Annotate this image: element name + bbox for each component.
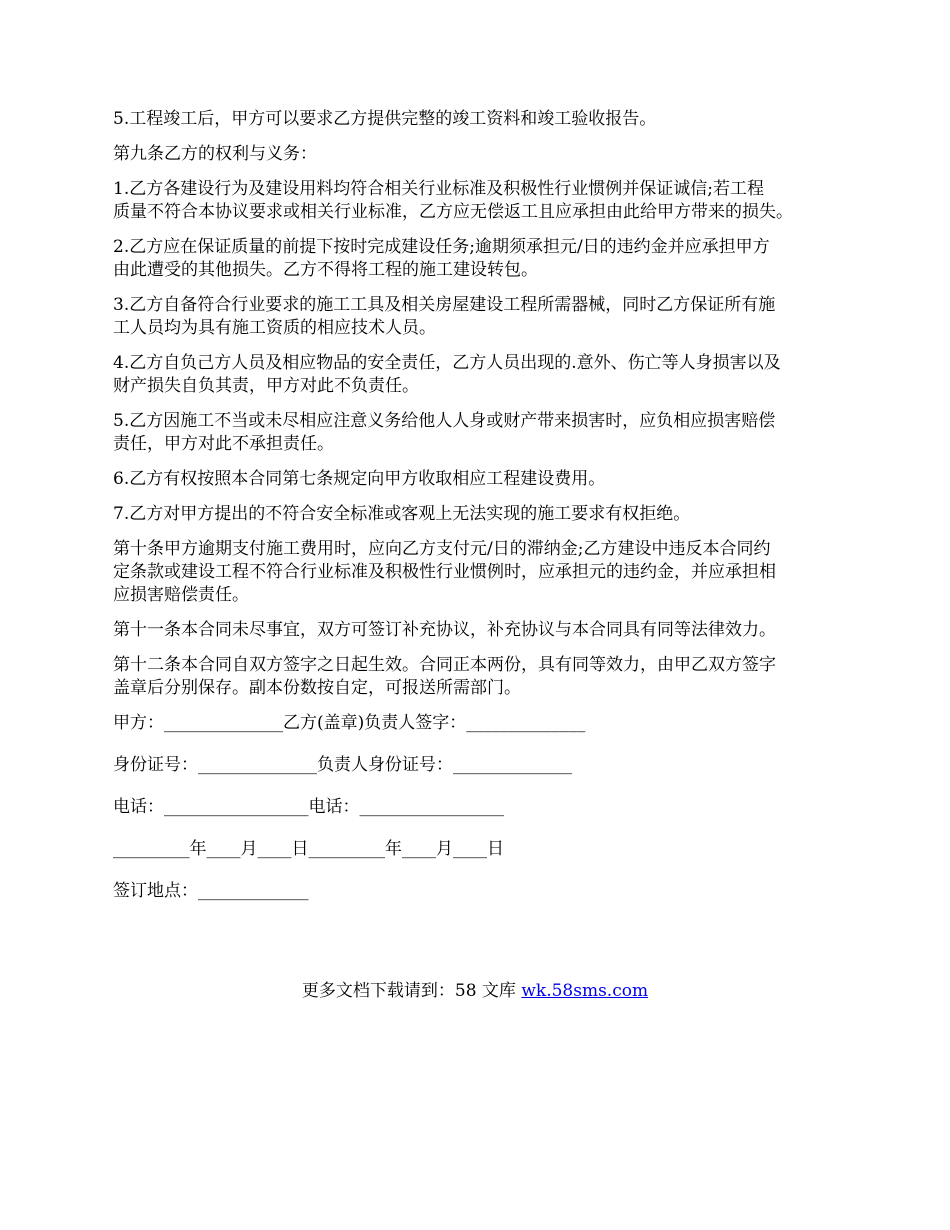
paragraph: 6.乙方有权按照本合同第七条规定向甲方收取相应工程建设费用。 bbox=[113, 469, 606, 489]
paragraph: 7.乙方对甲方提出的不符合安全标准或客观上无法实现的施工要求有权拒绝。 bbox=[113, 504, 691, 524]
paragraph: 5.工程竣工后，甲方可以要求乙方提供完整的竣工资料和竣工验收报告。 bbox=[113, 109, 657, 129]
document-body bbox=[113, 108, 853, 922]
footer-link[interactable]: wk.58sms.com bbox=[521, 981, 649, 1001]
paragraph: 3.乙方自备符合行业要求的施工工具及相关房屋建设工程所需器械，同时乙方保证所有施 工人员均为具有施工资质的相应技术人员。 bbox=[113, 295, 776, 338]
signature-id-line: 身份证号：______________负责人身份证号：______________ bbox=[113, 755, 572, 775]
paragraph: 4.乙方自负己方人员及相应物品的安全责任，乙方人员出现的.意外、伤亡等人身损害以及 财产损失自负其责，甲方对此不负责任。 bbox=[113, 353, 781, 396]
paragraph: 2.乙方应在保证质量的前提下按时完成建设任务;逾期须承担元/日的违约金并应承担甲方 由此遭受的其他损失。乙方不得将工程的施工建设转包。 bbox=[113, 237, 770, 280]
footer-text: 更多文档下载请到：58 文库 bbox=[301, 981, 522, 1001]
signature-party-line: 甲方：______________乙方(盖章)负责人签字：______________ bbox=[113, 713, 586, 733]
paragraph: 第十一条本合同未尽事宜，双方可签订补充协议，补充协议与本合同具有同等法律效力。 bbox=[113, 620, 776, 640]
paragraph: 5.乙方因施工不当或未尽相应注意义务给他人人身或财产带来损害时，应负相应损害赔偿 责任，甲方对此不承担责任。 bbox=[113, 411, 776, 454]
paragraph: 第十条甲方逾期支付施工费用时，应向乙方支付元/日的滞纳金;乙方建设中违反本合同约 定条款或建设工程不符合行业标准及积极性行业惯例时，应承担元的违约金，并应承担相 应损害赔偿责任。 bbox=[113, 539, 776, 605]
section-heading: 第九条乙方的权利与义务： bbox=[113, 144, 317, 164]
footer bbox=[0, 980, 950, 1003]
signature-date-line: _________年____月____日_________年____月____日 bbox=[113, 839, 504, 859]
paragraph: 第十二条本合同自双方签字之日起生效。合同正本两份，具有同等效力，由甲乙双方签字 盖章后分别保存。副本份数按自定，可报送所需部门。 bbox=[113, 655, 776, 698]
paragraph: 1.乙方各建设行为及建设用料均符合相关行业标准及积极性行业惯例并保证诚信;若工程 质量不符合本协议要求或相关行业标准，乙方应无偿返工且应承担由此给甲方带来的损失。 bbox=[113, 179, 793, 222]
signature-place-line: 签订地点：_____________ bbox=[113, 881, 309, 901]
signature-phone-line: 电话：_________________电话：_________________ bbox=[113, 797, 504, 817]
